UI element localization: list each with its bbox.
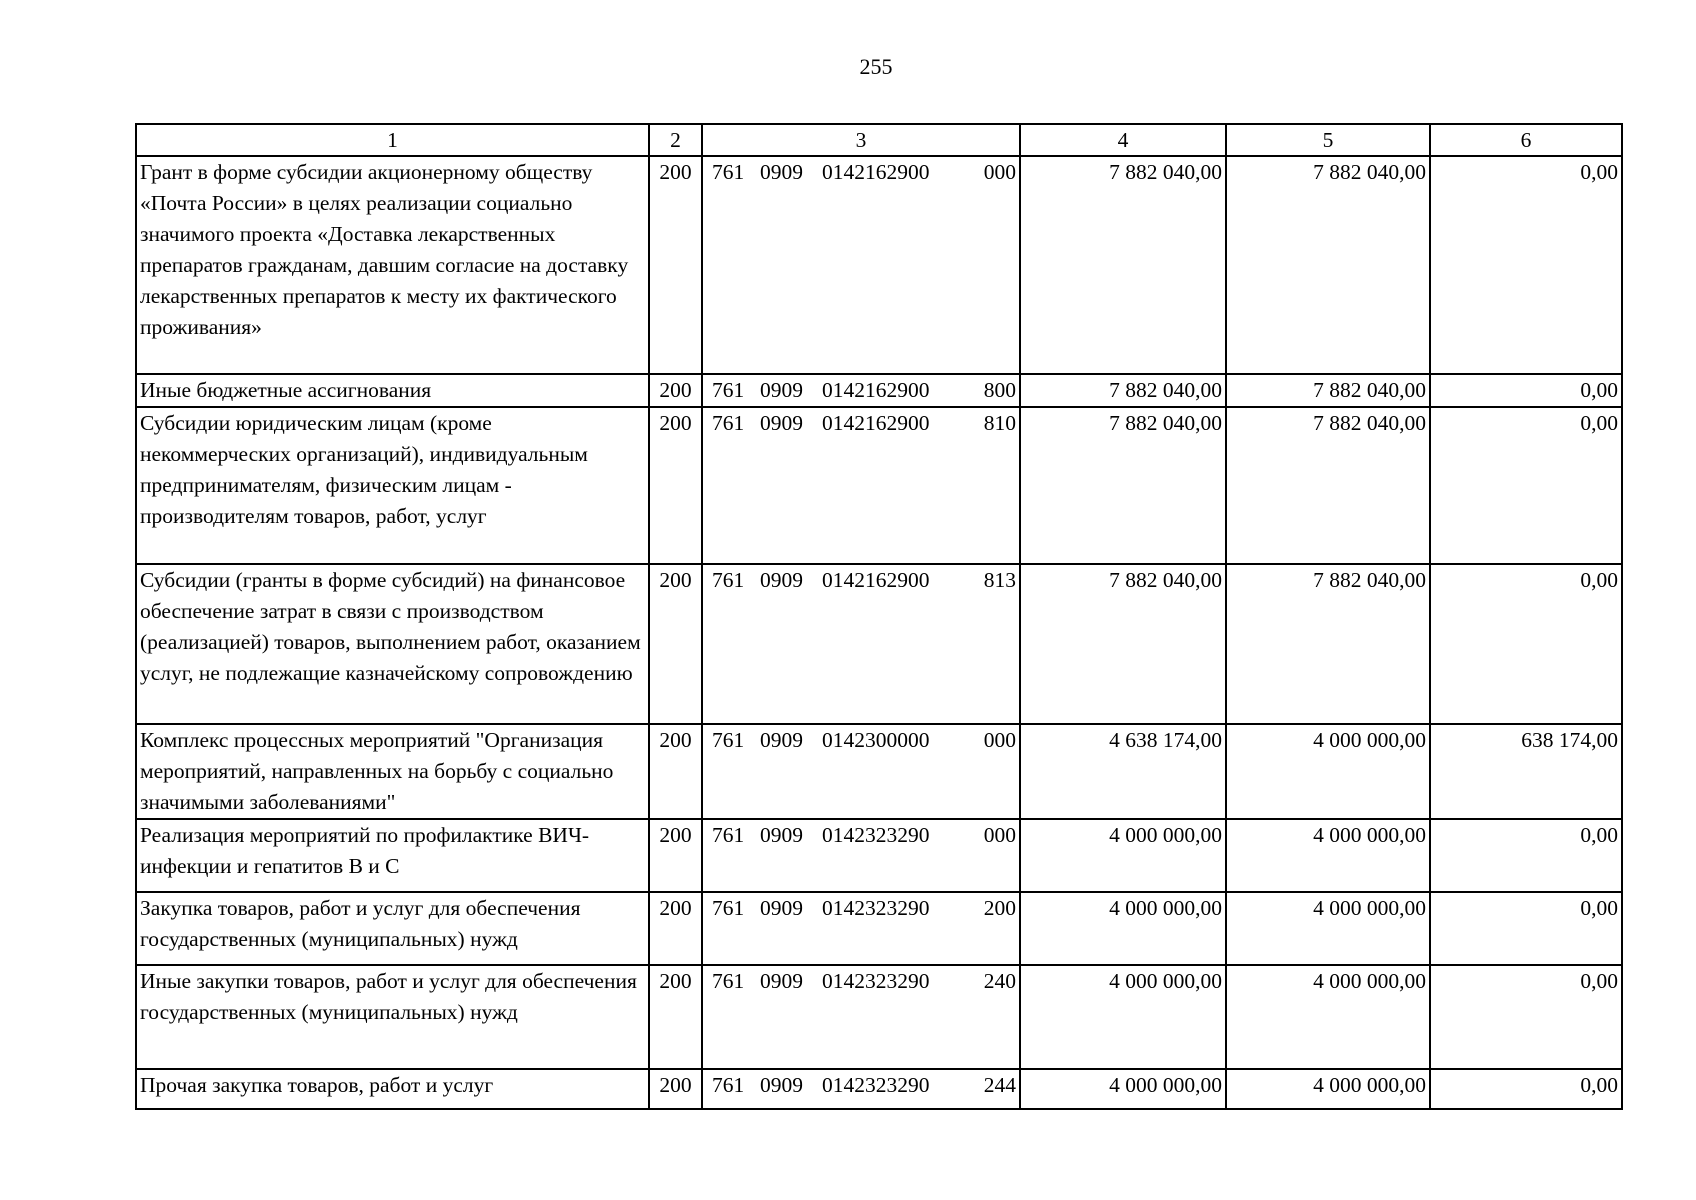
amount-col5: 4 000 000,00 [1226,892,1430,965]
table-row [136,374,1622,407]
table-row [136,724,1622,819]
amount-col6: 638 174,00 [1430,724,1622,819]
amount-col5: 4 000 000,00 [1226,724,1430,819]
section-code: 0909 [760,1073,803,1097]
column-header: 6 [1430,124,1622,156]
amount-col6: 0,00 [1430,156,1622,374]
ved-code: 761 [712,378,745,402]
amount-col6: 0,00 [1430,1069,1622,1109]
table-row [136,819,1622,892]
column-header: 1 [136,124,649,156]
amount-col5: 4 000 000,00 [1226,1069,1430,1109]
row-code: 200 [649,724,702,819]
section-code: 0909 [760,378,803,402]
row-classification-codes [702,374,1020,407]
expense-type-code: 240 [983,969,1016,993]
amount-col5: 7 882 040,00 [1226,407,1430,564]
row-classification-codes [702,892,1020,965]
table-row [136,965,1622,1069]
column-header: 4 [1020,124,1226,156]
amount-col4: 4 000 000,00 [1020,819,1226,892]
row-classification-codes [702,156,1020,374]
amount-col4: 4 638 174,00 [1020,724,1226,819]
amount-col5: 7 882 040,00 [1226,374,1430,407]
table-row [136,407,1622,564]
row-classification-codes [702,724,1020,819]
amount-col4: 7 882 040,00 [1020,564,1226,724]
row-classification-codes [702,564,1020,724]
amount-col5: 7 882 040,00 [1226,156,1430,374]
target-article-code: 0142323290 [822,896,930,920]
ved-code: 761 [712,823,745,847]
ved-code: 761 [712,728,745,752]
section-code: 0909 [760,411,803,435]
ved-code: 761 [712,1073,745,1097]
expense-type-code: 810 [983,411,1016,435]
expense-type-code: 813 [983,568,1016,592]
row-name: Субсидии юридическим лицам (кроме некоммерческих организаций), индивидуальным предпринимателям, физическим лицам - производителям товаров, работ, услуг [136,407,649,564]
budget-table [135,123,1623,1110]
section-code: 0909 [760,728,803,752]
row-name: Иные бюджетные ассигнования [136,374,649,407]
row-name: Иные закупки товаров, работ и услуг для обеспечения государственных (муниципальных) нужд [136,965,649,1069]
target-article-code: 0142323290 [822,823,930,847]
row-code: 200 [649,374,702,407]
target-article-code: 0142323290 [822,1073,930,1097]
expense-type-code: 000 [983,160,1016,184]
row-classification-codes [702,819,1020,892]
target-article-code: 0142162900 [822,378,930,402]
amount-col4: 7 882 040,00 [1020,156,1226,374]
ved-code: 761 [712,896,745,920]
expense-type-code: 000 [983,823,1016,847]
amount-col6: 0,00 [1430,374,1622,407]
section-code: 0909 [760,896,803,920]
row-code: 200 [649,407,702,564]
row-classification-codes [702,407,1020,564]
amount-col6: 0,00 [1430,892,1622,965]
row-name: Реализация мероприятий по профилактике ВИЧ-инфекции и гепатитов В и С [136,819,649,892]
expense-type-code: 200 [983,896,1016,920]
section-code: 0909 [760,160,803,184]
column-header: 3 [702,124,1020,156]
amount-col4: 7 882 040,00 [1020,407,1226,564]
row-code: 200 [649,965,702,1069]
row-classification-codes [702,1069,1020,1109]
ved-code: 761 [712,160,745,184]
row-name: Грант в форме субсидии акционерному обществу «Почта России» в целях реализации социально значимого проекта «Доставка лекарственных препаратов гражданам, давшим согласие на доставку лекарственных препаратов к месту их фактического проживания» [136,156,649,374]
section-code: 0909 [760,823,803,847]
amount-col5: 4 000 000,00 [1226,965,1430,1069]
amount-col6: 0,00 [1430,965,1622,1069]
table-row [136,156,1622,374]
amount-col4: 7 882 040,00 [1020,374,1226,407]
row-code: 200 [649,819,702,892]
target-article-code: 0142323290 [822,969,930,993]
amount-col4: 4 000 000,00 [1020,1069,1226,1109]
row-code: 200 [649,892,702,965]
row-name: Комплекс процессных мероприятий "Организация мероприятий, направленных на борьбу с социально значимыми заболеваниями" [136,724,649,819]
amount-col6: 0,00 [1430,407,1622,564]
page-number: 255 [859,54,893,79]
row-name: Прочая закупка товаров, работ и услуг [136,1069,649,1109]
amount-col6: 0,00 [1430,564,1622,724]
column-header: 2 [649,124,702,156]
table-row [136,564,1622,724]
row-classification-codes [702,965,1020,1069]
amount-col5: 7 882 040,00 [1226,564,1430,724]
row-code: 200 [649,1069,702,1109]
expense-type-code: 800 [983,378,1016,402]
header-row [136,124,1622,156]
target-article-code: 0142162900 [822,568,930,592]
target-article-code: 0142300000 [822,728,930,752]
row-name: Закупка товаров, работ и услуг для обеспечения государственных (муниципальных) нужд [136,892,649,965]
expense-type-code: 244 [983,1073,1016,1097]
section-code: 0909 [760,568,803,592]
target-article-code: 0142162900 [822,160,930,184]
row-code: 200 [649,156,702,374]
target-article-code: 0142162900 [822,411,930,435]
amount-col6: 0,00 [1430,819,1622,892]
ved-code: 761 [712,568,745,592]
row-name: Субсидии (гранты в форме субсидий) на финансовое обеспечение затрат в связи с производством (реализацией) товаров, выполнением работ, оказанием услуг, не подлежащие казначейскому сопровождению [136,564,649,724]
column-header: 5 [1226,124,1430,156]
section-code: 0909 [760,969,803,993]
amount-col5: 4 000 000,00 [1226,819,1430,892]
expense-type-code: 000 [983,728,1016,752]
table-row [136,892,1622,965]
amount-col4: 4 000 000,00 [1020,965,1226,1069]
table-row [136,1069,1622,1109]
ved-code: 761 [712,969,745,993]
amount-col4: 4 000 000,00 [1020,892,1226,965]
row-code: 200 [649,564,702,724]
ved-code: 761 [712,411,745,435]
